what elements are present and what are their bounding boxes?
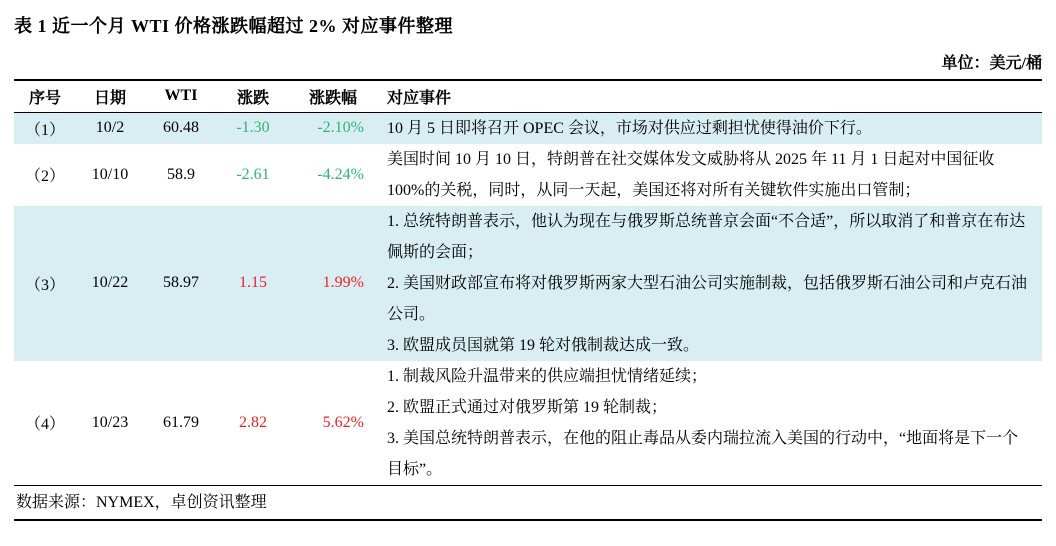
row-event-cell <box>378 206 1042 361</box>
table-row <box>14 112 1042 144</box>
table-row <box>14 206 1042 361</box>
row-date: 10/10 <box>91 165 129 183</box>
table-row <box>14 144 1042 206</box>
row-date: 10/23 <box>91 413 129 431</box>
table-body <box>14 112 1042 485</box>
row-index: （4） <box>24 416 65 433</box>
source-note: 数据来源：NYMEX，卓创资讯整理 <box>16 493 267 511</box>
row-date: 10/22 <box>91 274 129 291</box>
row-change: -1.30 <box>236 119 270 136</box>
row-date: 10/2 <box>95 119 125 136</box>
event-text: 美国时间 10 月 10 日，特朗普在社交媒体发文威胁将从 2025 年 11 月 1 日起对中国征收 100%的关税，同时，从同一天起，美国还将对所有关键软件实施出口管制； <box>387 150 995 199</box>
row-change-pct: -4.24% <box>317 165 364 183</box>
row-wti-price: 60.48 <box>163 119 199 136</box>
row-index: （3） <box>24 276 65 294</box>
event-text: 2. 欧盟正式通过对俄罗斯第 19 轮制裁； <box>387 398 668 416</box>
wti-events-table <box>14 79 1042 485</box>
unit-label: 单位：美元/桶 <box>941 55 1042 72</box>
col-header-change: 涨跌 <box>236 89 269 107</box>
row-change-pct: 1.99% <box>322 274 364 291</box>
event-text: 2. 美国财政部宣布将对俄罗斯两家大型石油公司实施制裁，包括俄罗斯石油公司和卢克石油公司。 <box>387 274 1028 323</box>
event-text: 3. 欧盟成员国就第 19 轮对俄制裁达成一致。 <box>387 336 700 354</box>
row-event-cell <box>378 144 1042 206</box>
row-event-cell <box>378 361 1042 485</box>
col-header-event: 对应事件 <box>387 89 452 107</box>
col-header-wti: WTI <box>164 87 198 105</box>
col-header-index: 序号 <box>28 89 61 107</box>
table-header <box>14 80 1042 112</box>
event-text: 1. 总统特朗普表示，他认为现在与俄罗斯总统普京会面“不合适”，所以取消了和普京在布达佩斯的会面； <box>387 212 1026 261</box>
source-row <box>14 485 1042 521</box>
row-index: （1） <box>24 121 65 139</box>
col-header-date: 日期 <box>93 89 126 107</box>
row-change-pct: -2.10% <box>317 119 364 136</box>
event-text: 1. 制裁风险升温带来的供应端担忧情绪延续； <box>387 367 708 385</box>
row-wti-price: 61.79 <box>163 413 199 431</box>
row-index: （2） <box>24 168 65 185</box>
row-change: 2.82 <box>239 413 267 431</box>
table-row <box>14 361 1042 485</box>
row-change: 1.15 <box>239 274 267 291</box>
row-wti-price: 58.97 <box>163 274 199 291</box>
row-change: -2.61 <box>236 165 270 183</box>
event-text: 3. 美国总统特朗普表示，在他的阻止毒品从委内瑞拉流入美国的行动中，“地面将是下一个目标”。 <box>387 429 1019 478</box>
event-text: 10 月 5 日即将召开 OPEC 会议，市场对供应过剩担忧使得油价下行。 <box>387 119 872 137</box>
col-header-change-pct: 涨跌幅 <box>308 89 357 107</box>
row-event-cell <box>378 112 1042 144</box>
page-title: 表 1 近一个月 WTI 价格涨跌幅超过 2% 对应事件整理 <box>14 16 454 36</box>
row-wti-price: 58.9 <box>167 165 195 183</box>
row-change-pct: 5.62% <box>322 413 364 431</box>
